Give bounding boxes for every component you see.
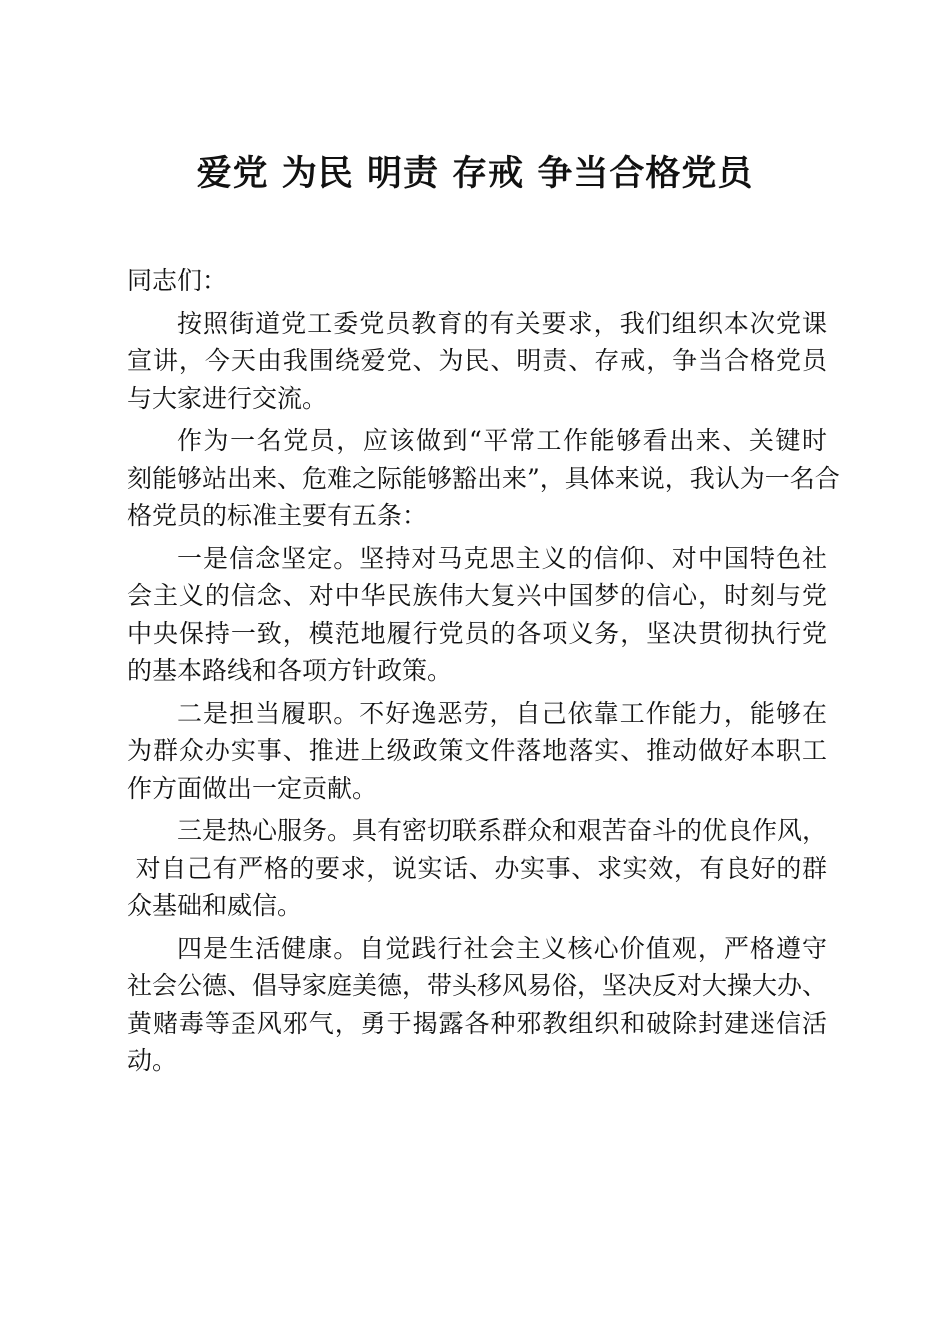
paragraph-line: 格党员的标准主要有五条： xyxy=(127,501,428,530)
paragraph-line: 作方面做出一定贡献。 xyxy=(127,773,378,803)
paragraph-line: 宣讲，今天由我围绕爱党、为民、明责、存戒，争当合格党员 xyxy=(127,346,827,375)
greeting-paragraph xyxy=(127,262,827,300)
paragraph-line: 黄赌毒等歪风邪气，勇于揭露各种邪教组织和破除封建迷信活 xyxy=(127,1008,827,1038)
paragraph xyxy=(127,305,827,418)
paragraph-line: 会主义的信念、对中华民族伟大复兴中国梦的信心，时刻与党 xyxy=(127,581,827,610)
paragraph-line: 对自己有严格的要求，说实话、办实事、求实效，有良好的群 xyxy=(127,853,827,883)
paragraph-line: 众基础和威信。 xyxy=(127,891,303,920)
paragraphs xyxy=(127,305,840,1080)
paragraph-line: 为群众办实事、推进上级政策文件落地落实、推动做好本职工 xyxy=(127,736,827,765)
paragraph xyxy=(127,422,840,535)
document-title: 爱党 为民 明责 存戒 争当合格党员 xyxy=(196,153,754,194)
paragraph-line: 社会公德、倡导家庭美德，带头移风易俗，坚决反对大操大办、 xyxy=(127,971,828,1000)
paragraph-line: 一是信念坚定。坚持对马克思主义的信仰、对中国特色社 xyxy=(177,543,827,573)
document-body xyxy=(127,262,840,1085)
paragraph-line: 与大家进行交流。 xyxy=(127,383,328,413)
paragraph-line: 四是生活健康。自觉践行社会主义核心价值观，严格遵守 xyxy=(177,933,827,963)
greeting: 同志们： xyxy=(127,266,228,295)
paragraph xyxy=(127,540,827,690)
paragraph-line: 按照街道党工委党员教育的有关要求，我们组织本次党课 xyxy=(177,308,827,338)
paragraph-line: 作为一名党员，应该做到“平常工作能够看出来、关键时 xyxy=(177,426,827,455)
paragraph-line: 的基本路线和各项方针政策。 xyxy=(127,656,453,685)
paragraph xyxy=(127,812,827,925)
paragraph-line: 动。 xyxy=(127,1046,178,1075)
paragraph-line: 中央保持一致，模范地履行党员的各项义务，坚决贯彻执行党 xyxy=(127,618,827,648)
paragraph-line: 刻能够站出来、危难之际能够豁出来”，具体来说，我认为一名合 xyxy=(127,463,840,493)
paragraph xyxy=(127,695,827,808)
paragraph xyxy=(127,930,827,1080)
paragraph-line: 三是热心服务。具有密切联系群众和艰苦奋斗的优良作风， xyxy=(177,816,828,845)
paragraph-line: 二是担当履职。不好逸恶劳，自己依靠工作能力，能够在 xyxy=(177,698,827,728)
